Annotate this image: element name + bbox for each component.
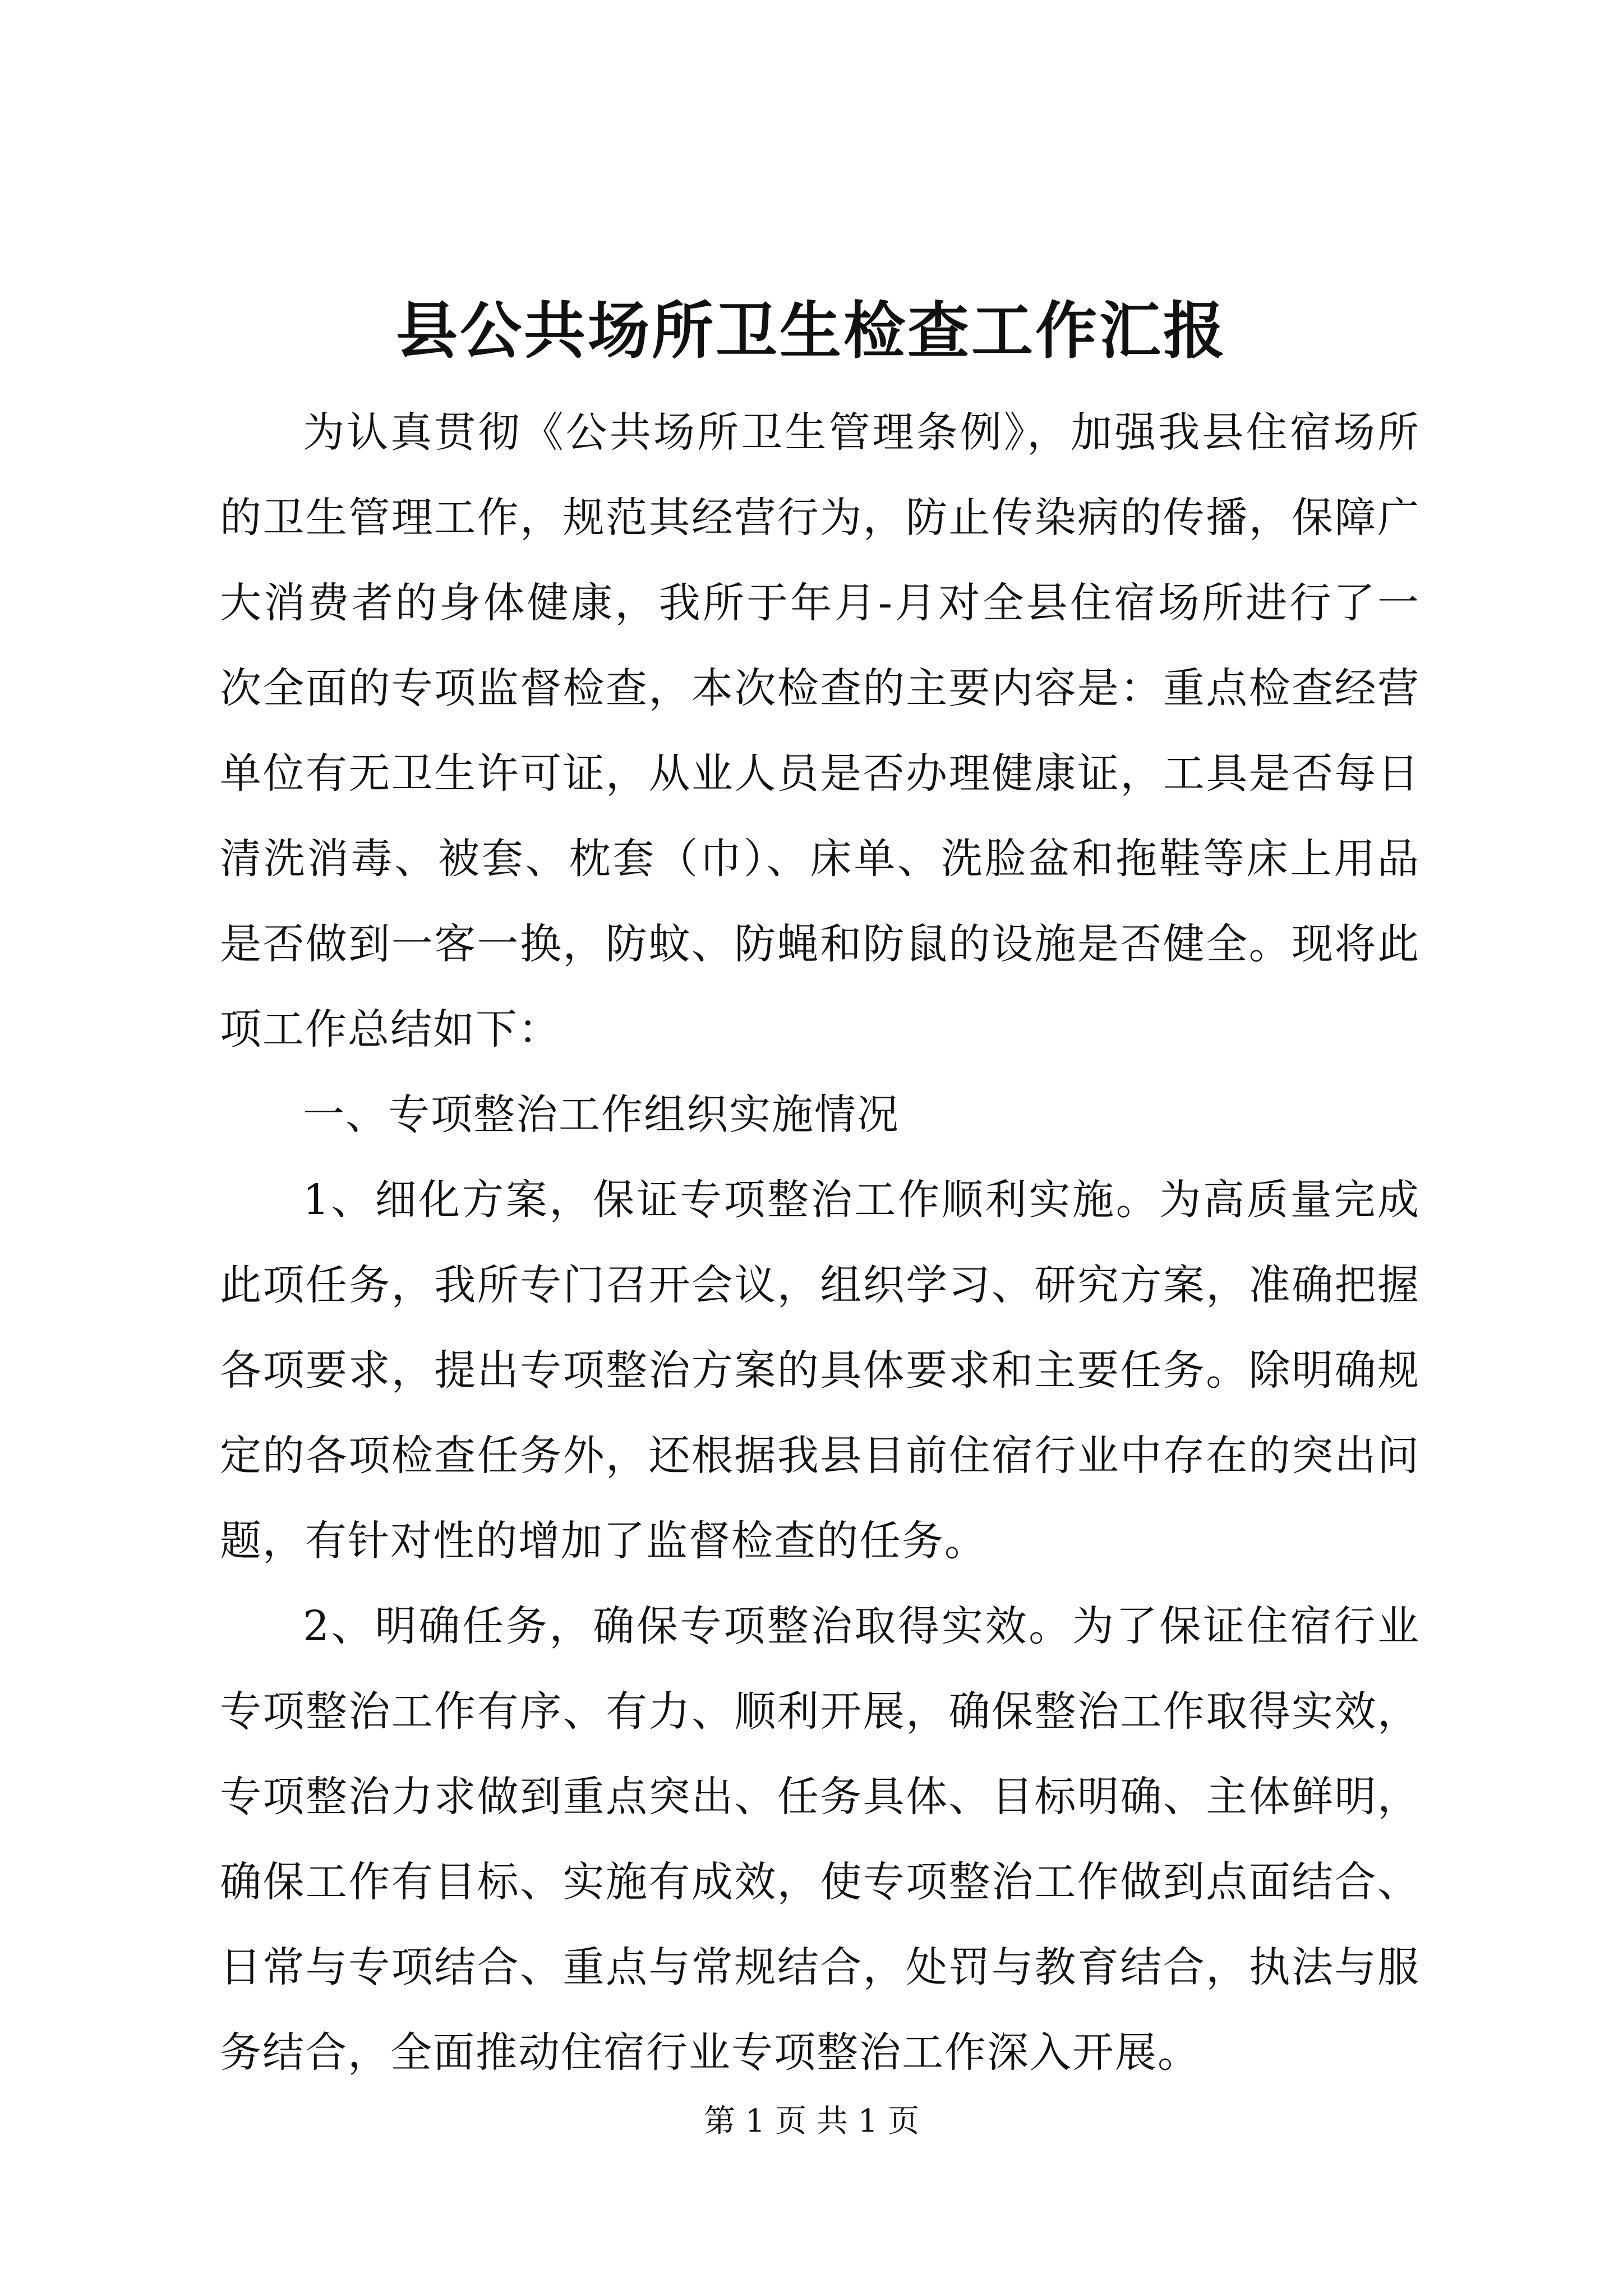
paragraph-item-1: 1、细化方案，保证专项整治工作顺利实施。为高质量完成此项任务，我所专门召开会议，组织学习、研究方案，准确把握各项要求，提出专项整治方案的具体要求和主要任务。除明确规定的各项检查任务外，还根据我县目前住宿行业中存在的突出问题，有针对性的增加了监督检查的任务。	[220, 1176, 1420, 1565]
paragraph-intro: 为认真贯彻《公共场所卫生管理条例》，加强我县住宿场所的卫生管理工作，规范其经营行为，防止传染病的传播，保障广大消费者的身体健康，我所于年月-月对全县住宿场所进行了一次全面的专项监督检查，本次检查的主要内容是：重点检查经营单位有无卫生许可证，从业人员是否办理健康证，工具是否每日清洗消毒、被套、枕套（巾）、床单、洗脸盆和拖鞋等床上用品是否做到一客一换，防蚊、防蝇和防鼠的设施是否健全。现将此项工作总结如下：	[220, 408, 1420, 1053]
document-title: 县公共场所卫生检查工作汇报	[396, 295, 1227, 367]
page-number-footer: 第 1 页 共 1 页	[703, 2103, 920, 2139]
section-heading: 一、专项整治工作组织实施情况	[303, 1091, 900, 1139]
document-body	[220, 390, 1420, 2095]
paragraph-item-2: 2、明确任务，确保专项整治取得实效。为了保证住宿行业专项整治工作有序、有力、顺利开展，确保整治工作取得实效，专项整治力求做到重点突出、任务具体、目标明确、主体鲜明，确保工作有目标、实施有成效，使专项整治工作做到点面结合、日常与专项结合、重点与常规结合，处罚与教育结合，执法与服务结合，全面推动住宿行业专项整治工作深入开展。	[220, 1602, 1420, 2077]
